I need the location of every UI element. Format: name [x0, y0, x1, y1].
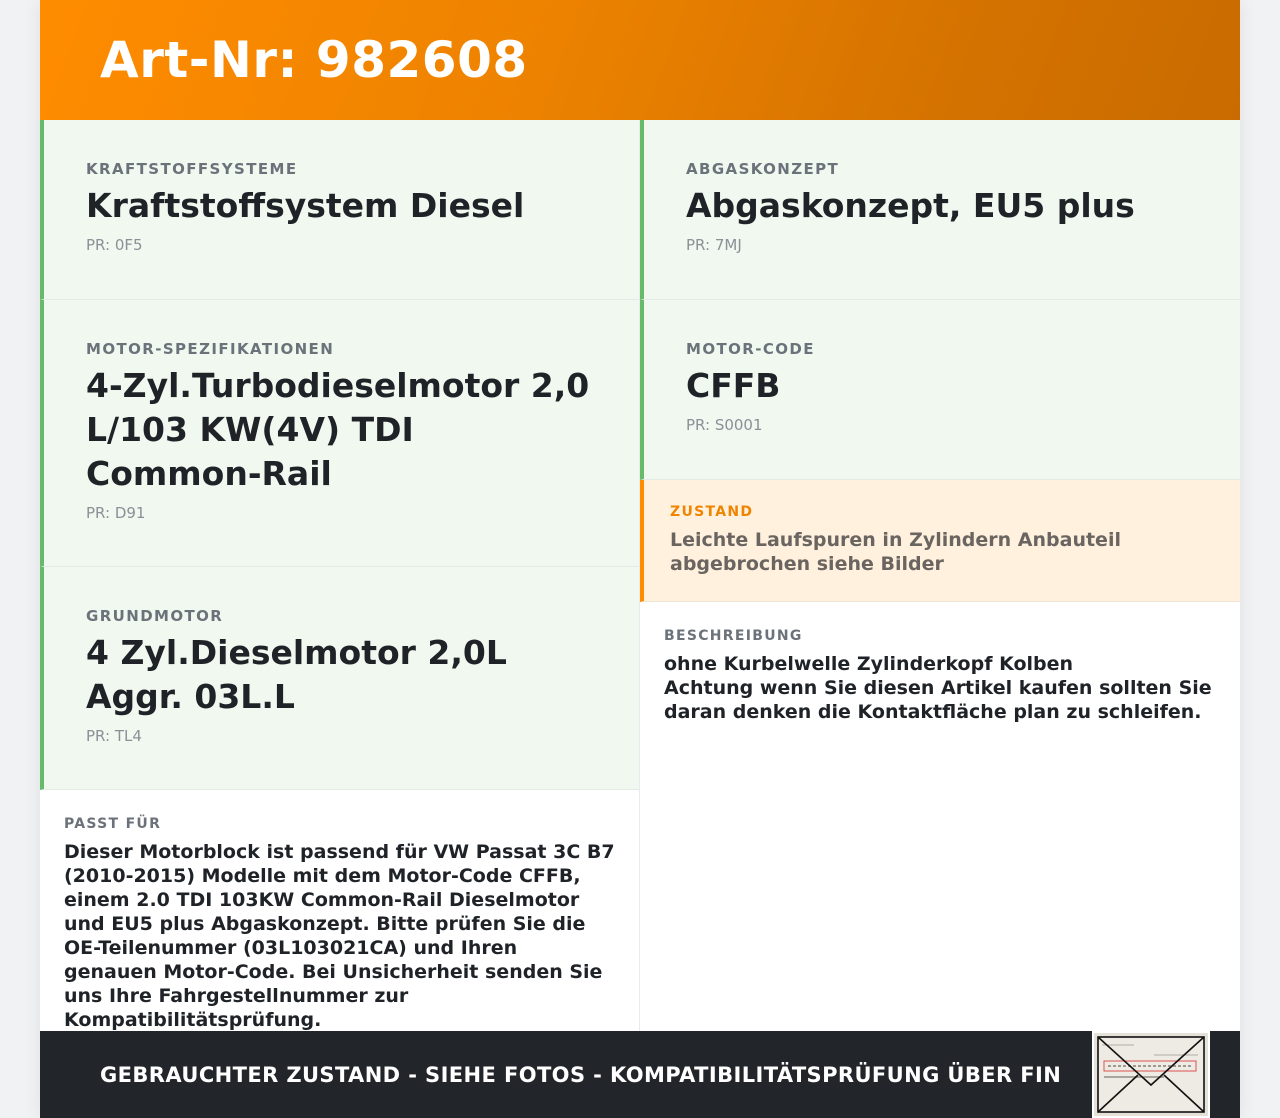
zustand-text: Leichte Laufspuren in Zylindern Anbauteil abgebrochen siehe Bilder	[670, 529, 1121, 575]
spec-value: Abgaskonzept, EU5 plus	[686, 186, 1135, 225]
spec-pr-code: PR: S0001	[686, 416, 763, 434]
beschreibung-section	[640, 602, 1240, 724]
footer-bar	[40, 1031, 1240, 1118]
passt-fuer-section	[40, 790, 639, 1032]
header-banner	[40, 0, 1240, 120]
vehicle-document-thumbnail-icon[interactable]	[1092, 1031, 1210, 1118]
spec-card-motor-spezifikationen	[40, 300, 639, 567]
spec-label: GRUNDMOTOR	[86, 607, 224, 625]
spec-label: MOTOR-CODE	[686, 340, 815, 358]
spec-card-abgaskonzept	[640, 120, 1240, 300]
right-column	[640, 120, 1240, 1031]
spec-pr-code: PR: 0F5	[86, 236, 143, 254]
spec-value: Kraftstoffsystem Diesel	[86, 186, 525, 225]
spec-card-motor-code	[640, 300, 1240, 480]
spec-value: 4-Zyl.Turbodieselmotor 2,0 L/103 KW(4V) TDI Common-Rail	[86, 366, 590, 493]
article-number-title: Art-Nr: 982608	[100, 31, 528, 89]
spec-value: CFFB	[686, 366, 781, 405]
zustand-label: ZUSTAND	[670, 504, 754, 520]
spec-pr-code: PR: 7MJ	[686, 236, 742, 254]
beschreibung-label: BESCHREIBUNG	[664, 628, 803, 644]
document-envelope-icon	[1094, 1033, 1208, 1116]
spec-card-kraftstoffsysteme	[40, 120, 639, 300]
spec-pr-code: PR: D91	[86, 504, 146, 522]
product-detail-page	[40, 0, 1240, 1118]
beschreibung-text: ohne Kurbelwelle Zylinderkopf Kolben Achtung wenn Sie diesen Artikel kaufen sollten Sie daran denken die Kontaktfläche plan zu schleifen.	[664, 653, 1212, 723]
spec-value: 4 Zyl.Dieselmotor 2,0L Aggr. 03L.L	[86, 633, 507, 716]
zustand-notice	[640, 480, 1240, 602]
spec-card-grundmotor	[40, 567, 639, 790]
footer-text: GEBRAUCHTER ZUSTAND - SIEHE FOTOS - KOMPATIBILITÄTSPRÜFUNG ÜBER FIN	[100, 1062, 1062, 1087]
spec-columns	[40, 120, 1240, 1031]
passt-fuer-text: Dieser Motorblock ist passend für VW Passat 3C B7 (2010-2015) Modelle mit dem Motor-Code CFFB, einem 2.0 TDI 103KW Common-Rail Dieselmotor und EU5 plus Abgaskonzept. Bitte prüfen Sie die OE-Teilenummer (03L103021CA) und Ihren genauen Motor-Code. Bei Unsicherheit senden Sie uns Ihre Fahrgestellnummer zur Kompatibilitätsprüfung.	[64, 841, 615, 1031]
spec-label: MOTOR-SPEZIFIKATIONEN	[86, 340, 335, 358]
left-column	[40, 120, 640, 1031]
passt-fuer-label: PASST FÜR	[64, 816, 162, 832]
spec-label: ABGASKONZEPT	[686, 160, 840, 178]
spec-label: KRAFTSTOFFSYSTEME	[86, 160, 298, 178]
spec-pr-code: PR: TL4	[86, 727, 142, 745]
